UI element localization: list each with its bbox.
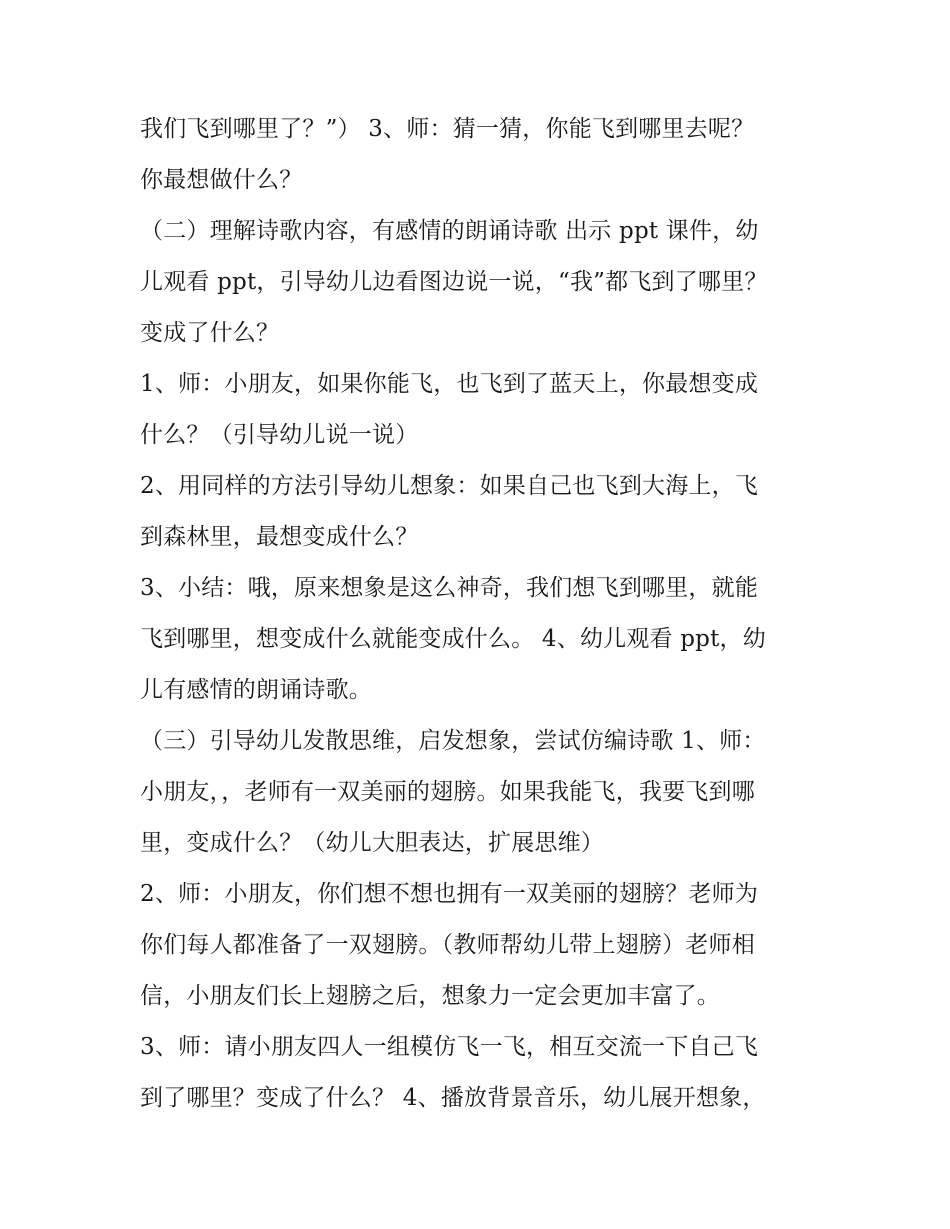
text-line: （二）理解诗歌内容，有感情的朗诵诗歌 出示 ppt 课件，幼 [140, 218, 759, 244]
text-line: 3、师：请小朋友四人一组模仿飞一飞，相互交流一下自己飞 [140, 1034, 759, 1060]
text-line: 你们每人都准备了一双翅膀。（教师帮幼儿带上翅膀）老师相 [140, 932, 755, 958]
text-line: 到了哪里？变成了什么？ 4、播放背景音乐，幼儿展开想象， [140, 1085, 766, 1111]
document-body [140, 104, 830, 1124]
text-line: 信，小朋友们长上翅膀之后，想象力一定会更加丰富了。 [140, 983, 720, 1009]
text-line: 飞到哪里，想变成什么就能变成什么。 4、幼儿观看 ppt，幼 [140, 626, 766, 652]
text-line: 变成了什么？ [140, 320, 280, 346]
text-line: 1、师：小朋友，如果你能飞，也飞到了蓝天上，你最想变成 [140, 371, 759, 397]
text-line: 2、师：小朋友，你们想不想也拥有一双美丽的翅膀？老师为 [140, 881, 759, 907]
text-line: 我们飞到哪里了？”） 3、师：猜一猜，你能飞到哪里去呢？ [140, 116, 755, 142]
text-line: 什么？（引导幼儿说一说） [140, 422, 419, 448]
text-line: 小朋友，，老师有一双美丽的翅膀。如果我能飞，我要飞到哪 [140, 779, 755, 805]
text-line: （三）引导幼儿发散思维，启发想象，尝试仿编诗歌 1、师： [140, 728, 766, 754]
text-line: 儿观看 ppt，引导幼儿边看图边说一说，“我”都飞到了哪里？ [140, 269, 768, 295]
text-line: 里，变成什么？（幼儿大胆表达，扩展思维） [140, 830, 604, 856]
text-line: 你最想做什么？ [140, 167, 303, 193]
text-line: 儿有感情的朗诵诗歌。 [140, 677, 372, 703]
text-line: 到森林里，最想变成什么？ [140, 524, 419, 550]
text-line: 3、小结：哦，原来想象是这么神奇，我们想飞到哪里，就能 [140, 575, 759, 601]
text-line: 2、用同样的方法引导幼儿想象：如果自己也飞到大海上，飞 [140, 473, 759, 499]
